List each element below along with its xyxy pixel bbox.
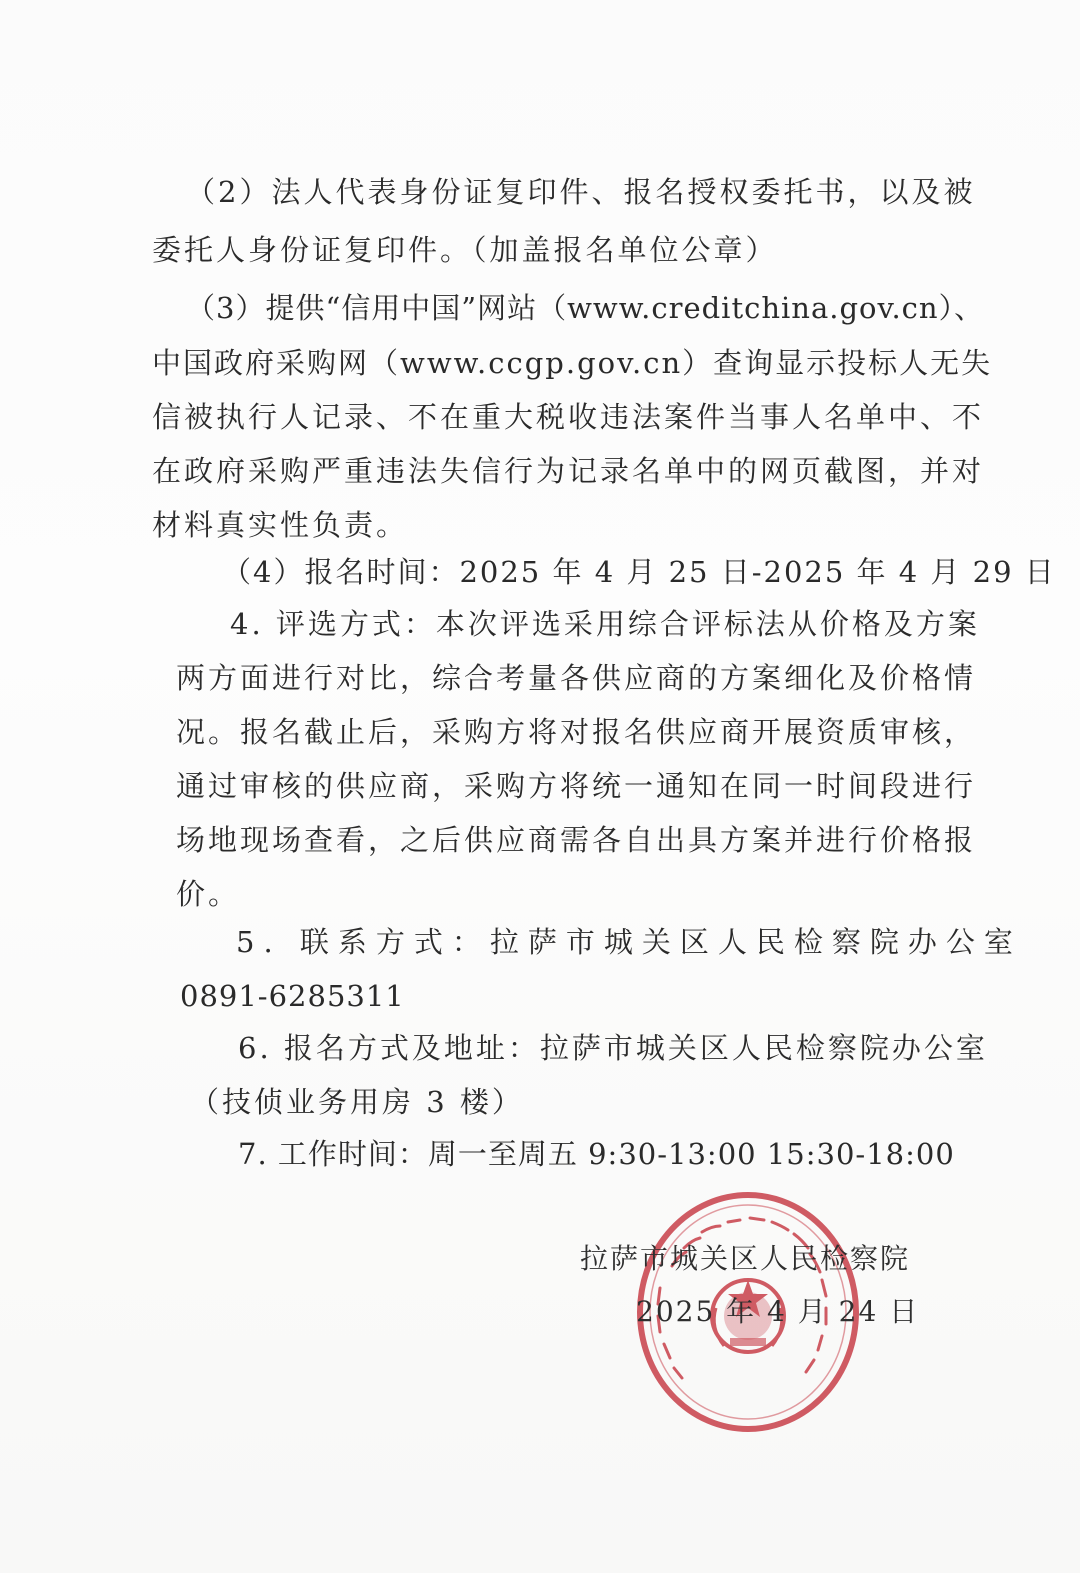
text-line-12: 通过审核的供应商，采购方将统一通知在同一时间段进行: [176, 769, 977, 803]
text-line-18: （技侦业务用房 3 楼）: [190, 1085, 524, 1119]
text-line-4: 中国政府采购网（www.ccgp.gov.cn）查询显示投标人无失: [152, 346, 993, 380]
text-line-6: 在政府采购严重违法失信行为记录名单中的网页截图，并对: [152, 454, 985, 488]
text-line-14: 价。: [176, 877, 241, 911]
text-line-1: （2）法人代表身份证复印件、报名授权委托书，以及被: [186, 175, 976, 209]
text-line-5: 信被执行人记录、不在重大税收违法案件当事人名单中、不: [152, 400, 985, 434]
text-line-16: 0891-6285311: [180, 979, 405, 1013]
text-line-13: 场地现场查看，之后供应商需各自出具方案并进行价格报: [176, 823, 977, 857]
signature-date: 2025 年 4 月 24 日: [636, 1295, 920, 1328]
text-line-9: 4. 评选方式：本次评选采用综合评标法从价格及方案: [230, 607, 980, 641]
text-line-10: 两方面进行对比，综合考量各供应商的方案细化及价格情: [176, 661, 977, 695]
text-line-11: 况。报名截止后，采购方将对报名供应商开展资质审核，: [176, 715, 977, 749]
text-line-17: 6. 报名方式及地址：拉萨市城关区人民检察院办公室: [238, 1031, 988, 1065]
signature-organization: 拉萨市城关区人民检察院: [580, 1242, 911, 1275]
text-line-19: 7. 工作时间：周一至周五 9:30-13:00 15:30-18:00: [238, 1137, 955, 1171]
text-line-8: （4）报名时间：2025 年 4 月 25 日-2025 年 4 月 29 日: [222, 555, 1056, 589]
text-line-15: 5. 联系方式：拉萨市城关区人民检察院办公室: [236, 925, 1022, 959]
text-line-2: 委托人身份证复印件。（加盖报名单位公章）: [152, 233, 778, 267]
text-line-3: （3）提供“信用中国”网站（www.creditchina.gov.cn）、: [186, 291, 985, 325]
text-line-7: 材料真实性负责。: [152, 508, 409, 542]
